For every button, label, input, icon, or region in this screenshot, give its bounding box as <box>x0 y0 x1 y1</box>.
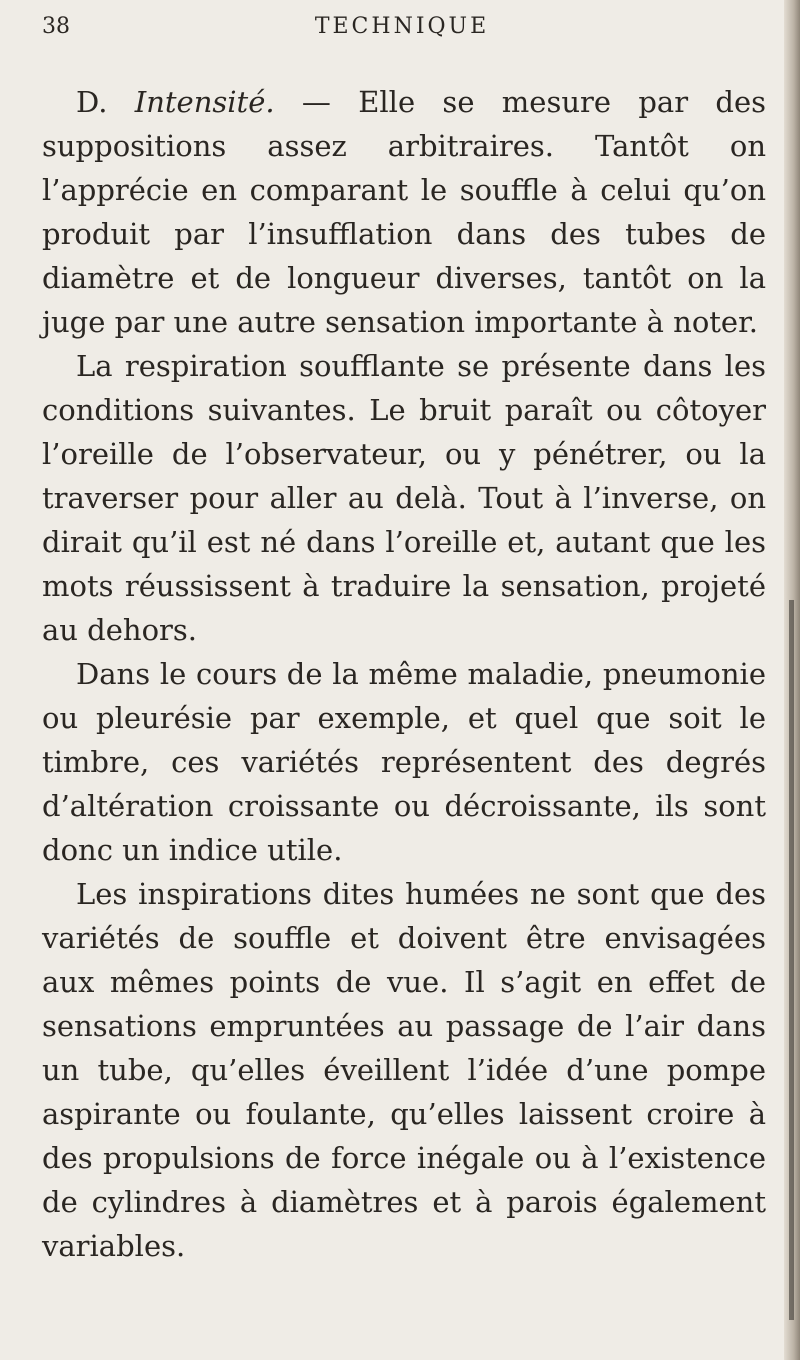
paragraph-text: — Elle se mesure par des suppositions assez arbitraires. Tantôt on l’apprécie en comparant le souffle à celui qu’on produit par l’insufflation dans des tubes de diamètre et de longueur diverses, tantôt on la juge par une autre sensation importante à noter. <box>42 85 767 339</box>
paragraph-inspirations: Les inspirations dites humées ne sont que des variétés de souffle et doivent être envisagées aux mêmes points de vue. Il s’agit en effet de sensations empruntées au passage de l’air dans un tube, qu’elles éveillent l’idée d’une pompe aspirante ou foulante, qu’elles laissent croire à des propulsions de force inégale ou à l’existence de cylindres à diamètres et à parois également variables. <box>42 877 766 1263</box>
paragraph-maladie: Dans le cours de la même maladie, pneumonie ou pleurésie par exemple, et quel que soit le timbre, ces variétés représentent des degrés d’altération croissante ou décroissante, ils sont donc un indice utile. <box>42 657 766 867</box>
running-title: TECHNIQUE <box>314 14 490 39</box>
body-text <box>42 80 766 1268</box>
paragraph-respiration: La respiration soufflante se présente dans les conditions suivantes. Le bruit paraît ou côtoyer l’oreille de l’observateur, ou y pénétrer, ou la traverser pour aller au delà. Tout à l’inverse, on dirait qu’il est né dans l’oreille et, autant que les mots réussissent à traduire la sensation, projeté au dehors. <box>42 349 766 647</box>
section-marker: D. <box>76 85 108 119</box>
page-number: 38 <box>42 14 70 39</box>
section-heading: Intensité. <box>134 85 275 119</box>
paragraph-intensite <box>42 80 766 344</box>
running-header <box>42 14 762 44</box>
page-edge-binding <box>789 600 794 1320</box>
